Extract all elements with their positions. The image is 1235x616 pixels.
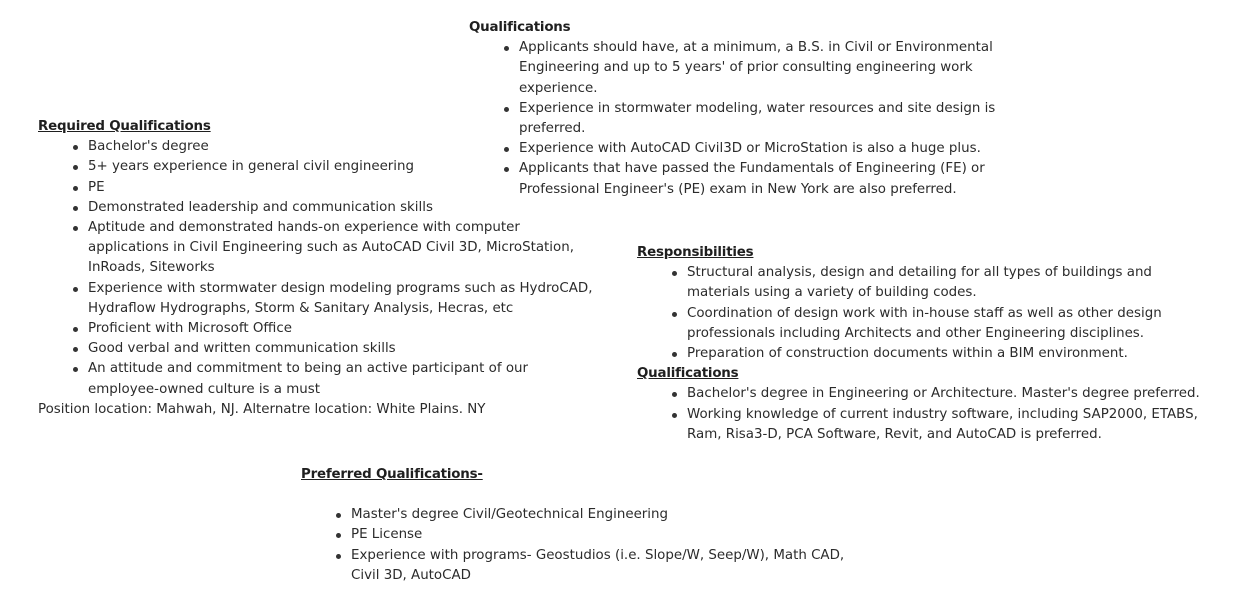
position-location-text: Position location: Mahwah, NJ. Alternatre location: White Plains. NY [38, 401, 486, 417]
list-item-text: Preparation of construction documents within a BIM environment. [687, 346, 1128, 362]
required-qualifications-list [88, 137, 593, 400]
list-item [88, 198, 593, 218]
bullet-icon [672, 271, 677, 276]
bullet-icon [73, 226, 78, 231]
bullet-icon [73, 206, 78, 211]
bullet-icon [336, 554, 341, 559]
list-item-text: Master's degree Civil/Geotechnical Engineering [351, 507, 669, 523]
bullet-icon [504, 107, 509, 112]
list-item-text: Aptitude and demonstrated hands-on experience with computer applications in Civil Engineering such as AutoCAD Civil 3D, MicroStation, InRoads, Siteworks [88, 220, 574, 276]
bullet-icon [73, 186, 78, 191]
list-item-text: Experience with AutoCAD Civil3D or MicroStation is also a huge plus. [519, 141, 981, 157]
list-item-text: An attitude and commitment to being an active participant of our employee-owned culture is a must [88, 361, 529, 397]
list-item [88, 157, 593, 177]
bullet-icon [504, 46, 509, 51]
bullet-icon [672, 392, 677, 397]
qualifications-second-list [687, 384, 1202, 445]
list-item-text: Experience with programs- Geostudios (i.e. Slope/W, Seep/W), Math CAD, Civil 3D, AutoCAD [351, 547, 845, 583]
list-item [519, 99, 1039, 139]
list-item-text: Experience with stormwater design modeling programs such as HydroCAD, Hydraflow Hydrographs, Storm & Sanitary Analysis, Hecras, etc [88, 280, 593, 316]
responsibilities-list [687, 263, 1187, 364]
required-qualifications-section [38, 117, 593, 420]
list-item-text: Demonstrated leadership and communication skills [88, 199, 433, 215]
list-item [519, 139, 1039, 159]
list-item [351, 546, 871, 586]
bullet-icon [73, 347, 78, 352]
qualifications-second-heading: Qualifications [637, 366, 739, 382]
list-item [88, 137, 593, 157]
bullet-icon [336, 513, 341, 518]
qualifications-top-heading: Qualifications [469, 20, 571, 35]
bullet-icon [73, 145, 78, 150]
qualifications-top-list [519, 38, 1039, 200]
bullet-icon [336, 533, 341, 538]
list-item-text: Experience in stormwater modeling, water resources and site design is preferred. [519, 100, 996, 137]
list-item-text: 5+ years experience in general civil engineering [88, 159, 415, 175]
bullet-icon [73, 165, 78, 170]
list-item [687, 344, 1187, 364]
bullet-icon [672, 413, 677, 418]
preferred-qualifications-section [301, 465, 871, 586]
list-item-text: Bachelor's degree [88, 139, 209, 155]
bullet-icon [672, 312, 677, 317]
list-item [88, 279, 593, 319]
list-item [687, 263, 1187, 303]
responsibilities-section [637, 243, 1202, 445]
list-item [88, 339, 593, 359]
responsibilities-heading: Responsibilities [637, 245, 754, 260]
list-item-text: Coordination of design work with in-house staff as well as other design professionals including Architects and other Engineering disciplines. [687, 305, 1162, 341]
bullet-icon [73, 367, 78, 372]
list-item [351, 525, 871, 545]
list-item [88, 359, 593, 399]
list-item-text: Bachelor's degree in Engineering or Architecture. Master's degree preferred. [687, 386, 1200, 402]
list-item-text: PE License [351, 527, 423, 543]
list-item [88, 218, 593, 279]
bullet-icon [672, 352, 677, 357]
list-item-text: Good verbal and written communication skills [88, 341, 396, 357]
list-item [687, 304, 1187, 344]
list-item-text: Proficient with Microsoft Office [88, 321, 292, 337]
list-item-text: Applicants that have passed the Fundamentals of Engineering (FE) or Professional Engineer's (PE) exam in New York are also preferred. [519, 161, 985, 197]
list-item [519, 38, 1039, 99]
list-item [351, 505, 871, 525]
required-qualifications-heading: Required Qualifications [38, 119, 211, 134]
list-item [519, 159, 1039, 199]
list-item [687, 405, 1202, 445]
list-item [687, 384, 1202, 404]
preferred-qualifications-heading: Preferred Qualifications- [301, 467, 483, 482]
list-item [88, 319, 593, 339]
list-item-text: Working knowledge of current industry software, including SAP2000, ETABS, Ram, Risa3-D, PCA Software, Revit, and AutoCAD is preferred. [687, 406, 1198, 442]
bullet-icon [73, 287, 78, 292]
preferred-qualifications-list [351, 505, 871, 586]
list-item-text: PE [88, 179, 105, 195]
list-item-text: Applicants should have, at a minimum, a B.S. in Civil or Environmental Engineering and up to 5 years' of prior consulting engineering work experience. [519, 40, 993, 96]
list-item-text: Structural analysis, design and detailing for all types of buildings and materials using a variety of building codes. [687, 265, 1152, 301]
bullet-icon [73, 327, 78, 332]
list-item [88, 178, 593, 198]
